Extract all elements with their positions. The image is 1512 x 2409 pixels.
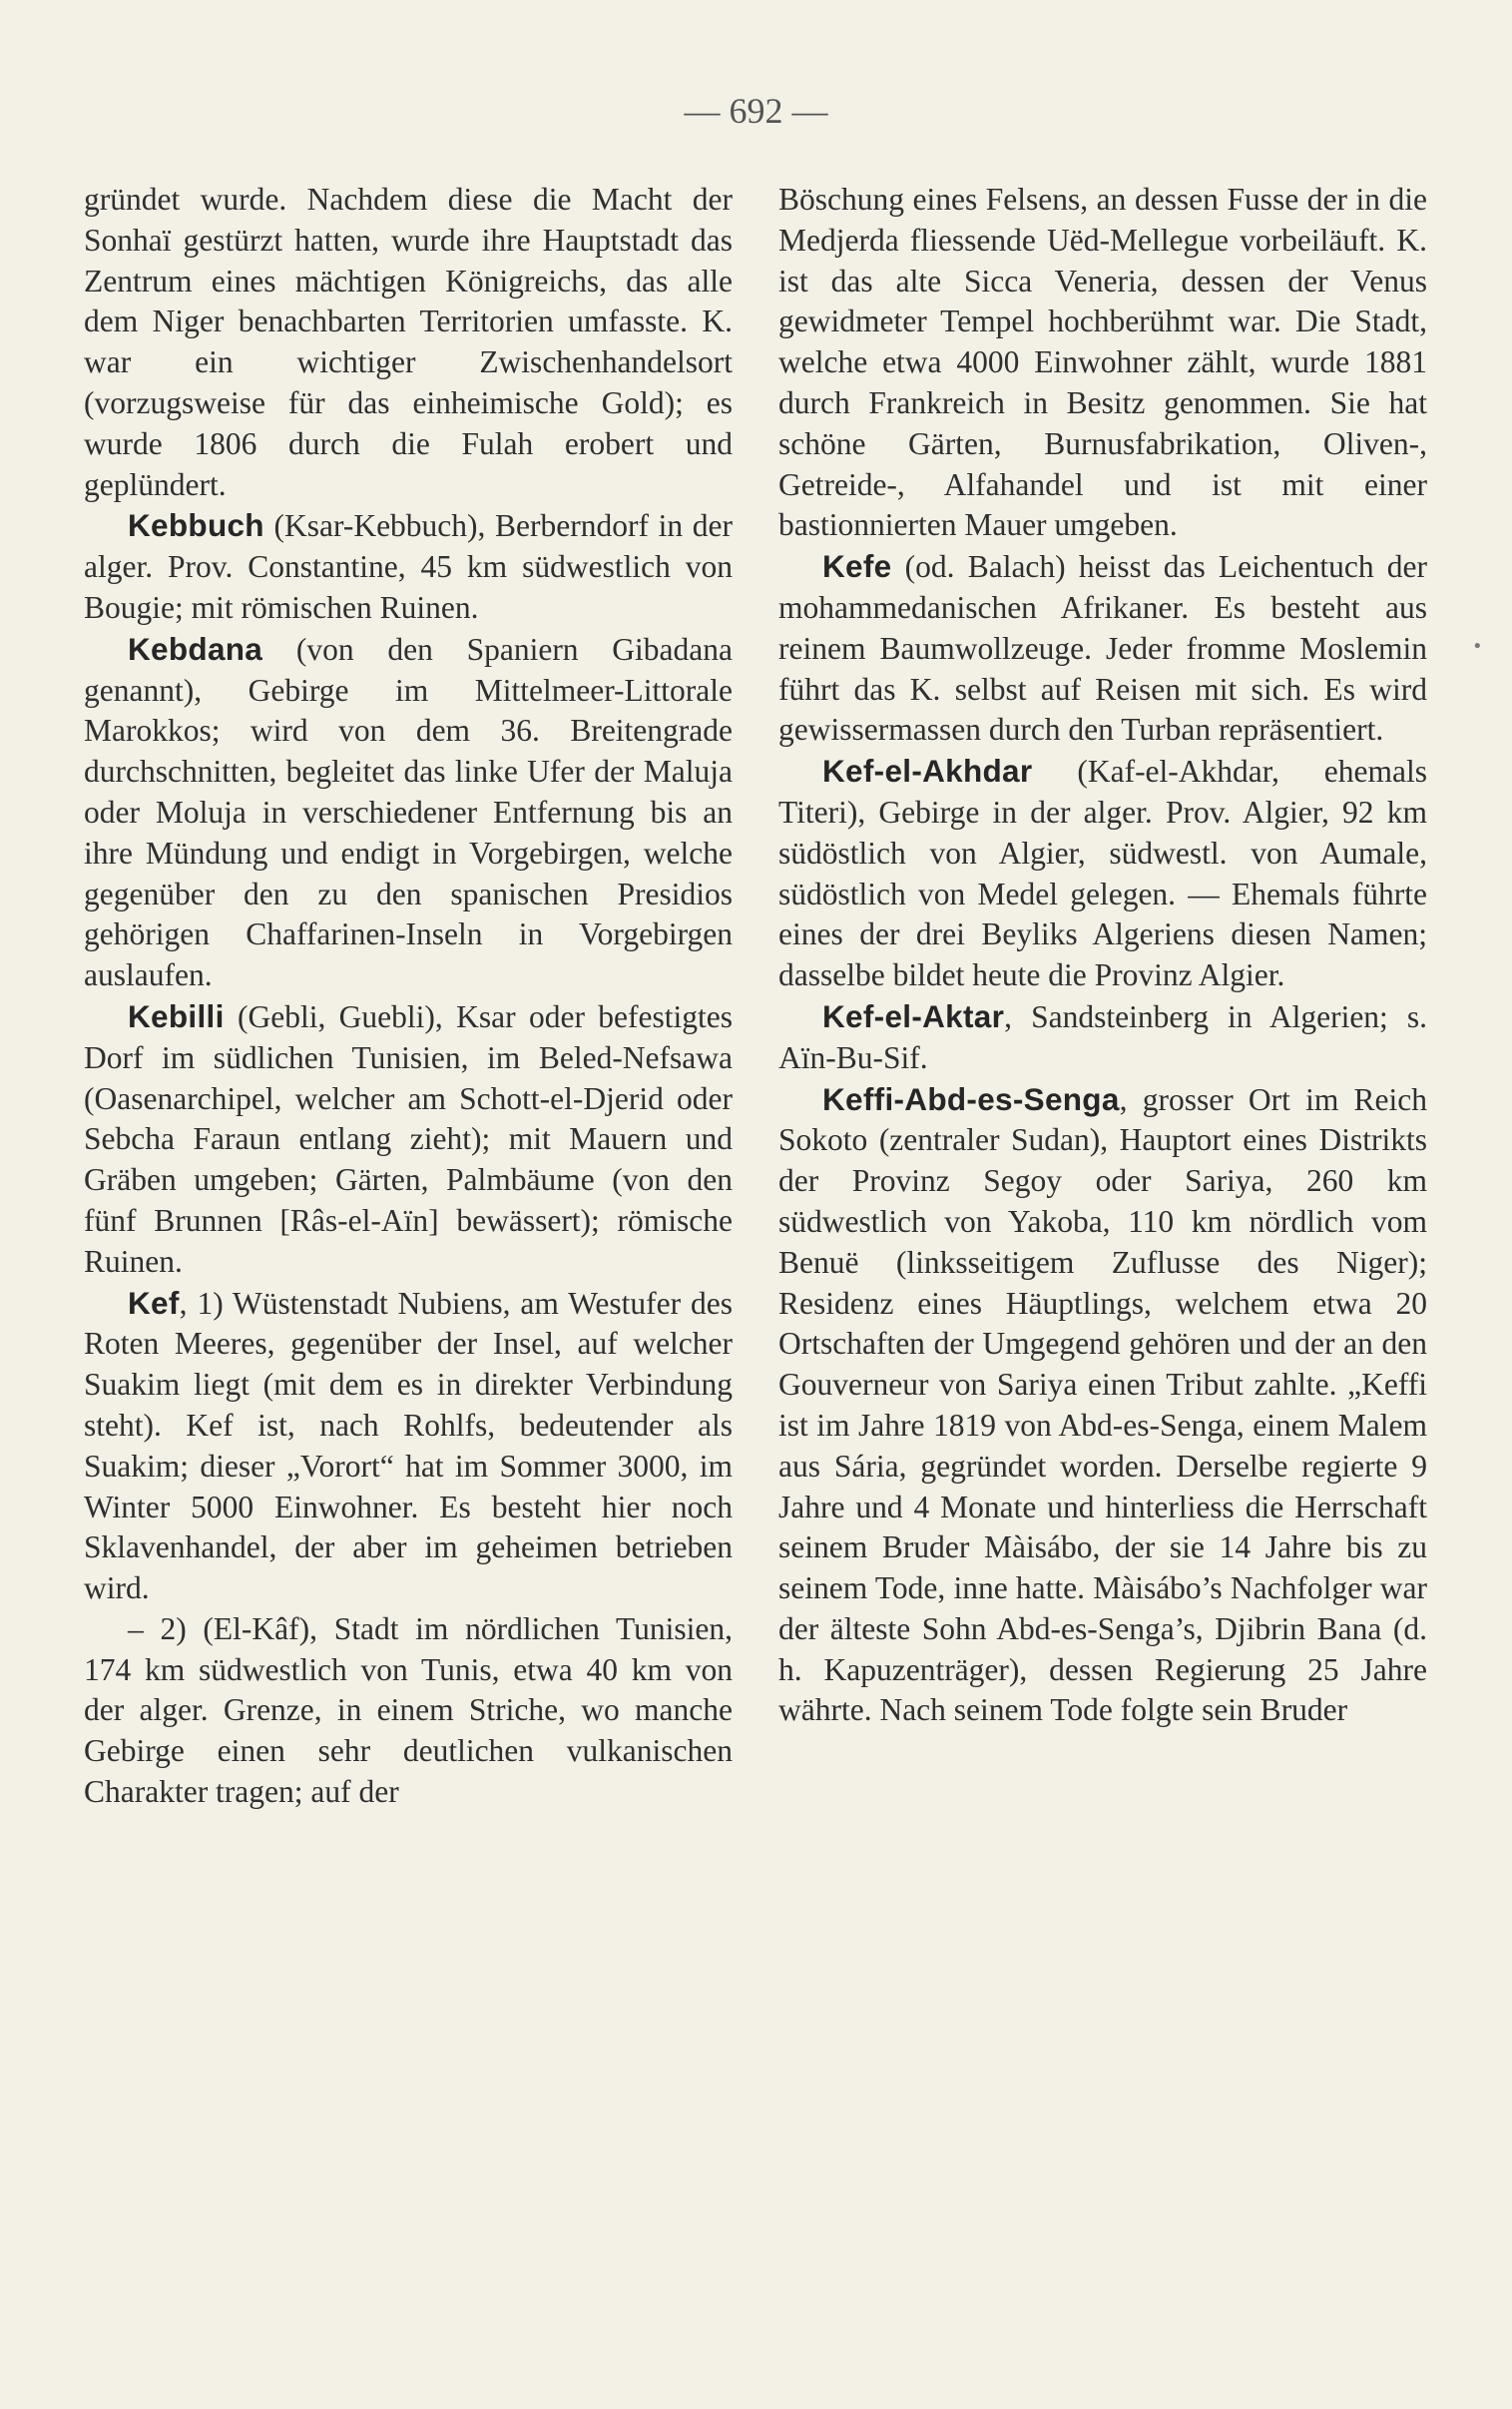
entry-headword: Keffi-Abd-es-Senga <box>822 1080 1120 1117</box>
entry-text: (Ksar-Kebbuch), Berberndorf in der alger. Prov. Constantine, 45 km südwestlich von Bougie; mit römischen Ruinen. <box>84 508 733 625</box>
entry-kebdana <box>84 629 733 996</box>
entry-text: (von den Spaniern Gibadana genannt), Gebirge im Mittelmeer-Littorale Marokkos; wird von dem 36. Breitengrade durchschnitten, begleitet das linke Ufer der Maluja oder Moluja in verschiedener Entfernung bis an ihre Mündung und endigt in Vorgebirgen, welche gegenüber den zu den spanischen Presidios gehörigen Chaffarinen-Inseln in Vorgebirgen auslaufen. <box>84 631 733 993</box>
entry-kef <box>84 1283 733 1609</box>
entry-text: , 1) Wüstenstadt Nubiens, am Westufer des Roten Meeres, gegenüber der Insel, auf welcher Suakim liegt (mit dem es in direkter Verbindung steht). Kef ist, nach Rohlfs, bedeutender als Suakim; dieser „Vorort“ hat im Sommer 3000, im Winter 5000 Einwohner. Es besteht hier noch Sklavenhandel, der aber im geheimen betrieben wird. <box>84 1285 733 1606</box>
right-column <box>778 180 1427 2326</box>
entry-text: , Sandsteinberg in Algerien; s. Aïn-Bu-Sif. <box>778 998 1427 1075</box>
entry-kef-el-akhdar <box>778 751 1427 996</box>
entry-keffi-abd-es-senga <box>778 1079 1427 1732</box>
continuation-paragraph: gründet wurde. Nachdem diese die Macht der Sonhaï gestürzt hatten, wurde ihre Hauptstadt das Zentrum eines mächtigen Königreichs, das alle dem Niger benachbarten Territorien umfasste. K. war ein wichtiger Zwischenhandelsort (vorzugsweise für das einheimische Gold); es wurde 1806 durch die Fulah erobert und geplündert. <box>84 182 733 502</box>
entry-headword: Kebdana <box>128 630 263 667</box>
margin-speck: • <box>1472 636 1483 657</box>
entry-headword: Kebilli <box>128 997 225 1034</box>
entry-text: , grosser Ort im Reich Sokoto (zentraler Sudan), Hauptort eines Distrikts der Provinz Segoy oder Sariya, 260 km südwestlich von Yakoba, 110 km nördlich vom Benuë (linksseitigem Zuflusse des Niger); Residenz eines Häuptlings, welchem etwa 20 Ortschaften der Umgegend gehören und der an den Gouverneur von Sariya einen Tribut zahlte. „Keffi ist im Jahre 1819 von Abd-es-Senga, einem Malem aus Sária, gegründet worden. Derselbe regierte 9 Jahre und 4 Monate und hinterliess die Herrschaft seinem Bruder Màisábo, der sie 14 Jahre bis zu seinem Tode, inne hatte. Màisábo’s Nachfolger war der älteste Sohn Abd-es-Senga’s, Djibrin Bana (d. h. Kapuzenträger), dessen Regierung 25 Jahre währte. Nach seinem Tode folgte sein Bruder <box>778 1081 1427 1728</box>
continuation-paragraph: Böschung eines Felsens, an dessen Fusse der in die Medjerda fliessende Uëd-Mellegue vorbeiläuft. K. ist das alte Sicca Veneria, dessen der Venus gewidmeter Tempel hochberühmt war. Die Stadt, welche etwa 4000 Einwohner zählt, wurde 1881 durch Frankreich in Besitz genommen. Sie hat schöne Gärten, Burnusfabrikation, Oliven-, Getreide-, Alfahandel und ist mit einer bastionnierten Mauer umgeben. <box>778 182 1427 543</box>
entry-kebbuch <box>84 505 733 628</box>
entry-kef-el-aktar <box>778 996 1427 1079</box>
entry-kebilli <box>84 996 733 1283</box>
entry-headword: Kef-el-Akhdar <box>822 753 1033 790</box>
left-column <box>84 180 733 2326</box>
entry-text: (Kaf-el-Akhdar, ehemals Titeri), Gebirge in der alger. Prov. Algier, 92 km südöstlich von Algier, südwestl. von Aumale, südöstlich von Medel gelegen. — Ehemals führte eines der drei Beyliks Algeriens diesen Namen; dasselbe bildet heute die Provinz Algier. <box>778 754 1427 993</box>
entry-headword: Kef <box>128 1284 180 1321</box>
entry-headword: Kefe <box>822 548 892 585</box>
entry-kef-2: – 2) (El-Kâf), Stadt im nördlichen Tunisien, 174 km südwestlich von Tunis, etwa 40 km von der alger. Grenze, in einem Striche, wo manche Gebirge einen sehr deutlichen vulkanischen Charakter tragen; auf der <box>84 1610 733 1810</box>
entry-headword: Kebbuch <box>128 507 264 544</box>
entry-text: (od. Balach) heisst das Leichentuch der mohammedanischen Afrikaner. Es besteht aus reinem Baumwollzeuge. Jeder fromme Moslemin führt das K. selbst auf Reisen mit sich. Es wird gewissermassen durch den Turban repräsentiert. <box>778 549 1427 748</box>
entry-kefe <box>778 546 1427 751</box>
entry-headword: Kef-el-Aktar <box>822 997 1005 1034</box>
page-number: — 692 — <box>684 91 828 131</box>
entry-text: (Gebli, Guebli), Ksar oder befestigtes Dorf im südlichen Tunisien, im Beled-Nefsawa (Oasenarchipel, welcher am Schott-el-Djerid oder Sebcha Faraun entlang zieht); mit Mauern und Gräben umgeben; Gärten, Palmbäume (von den fünf Brunnen [Râs-el-Aïn] bewässert); römische Ruinen. <box>84 998 733 1279</box>
